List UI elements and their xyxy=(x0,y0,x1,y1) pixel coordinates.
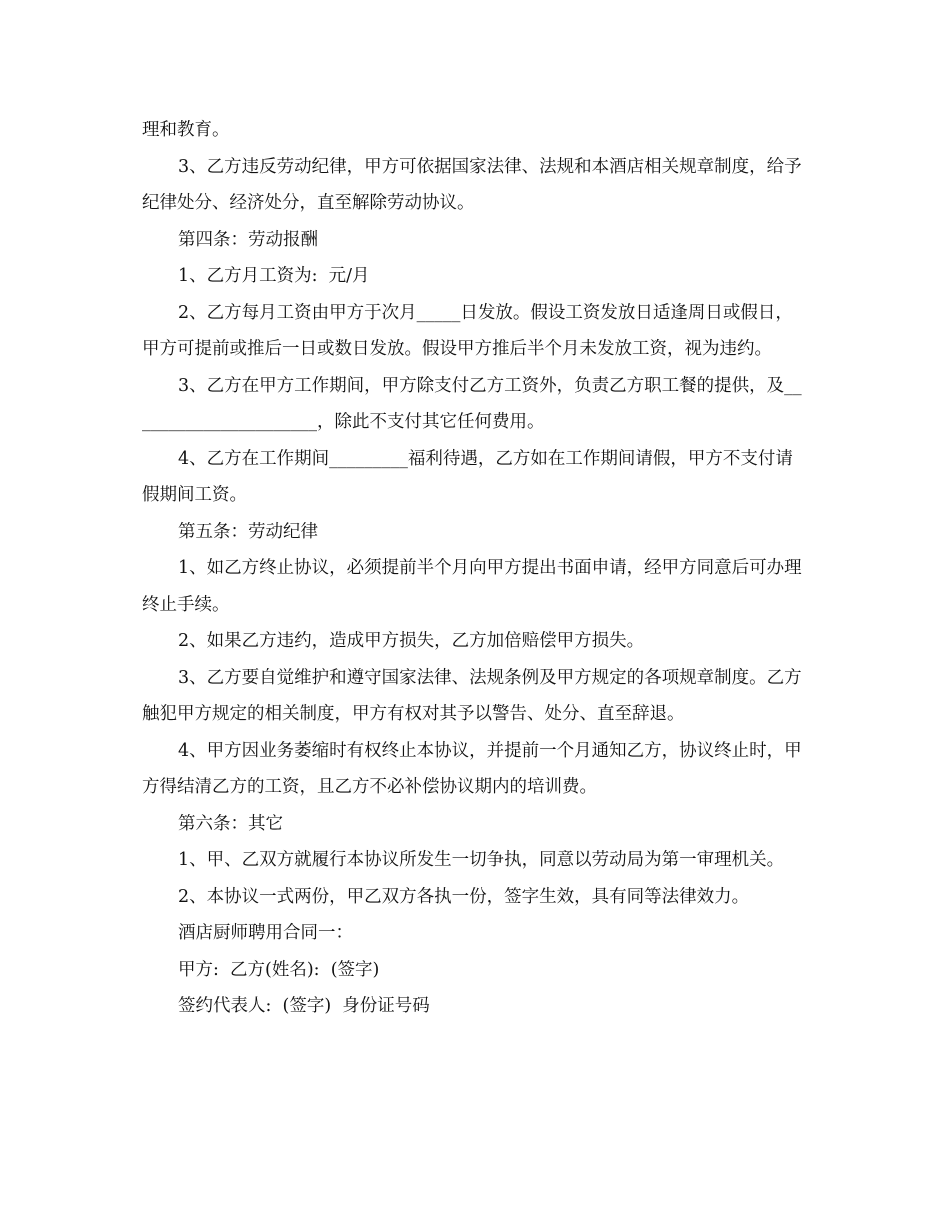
clause-4-benefits: 4、乙方在工作期间_________福利待遇，乙方如在工作期间请假，甲方不支付请假期间工资。 xyxy=(142,448,793,505)
article-4-heading: 第四条：劳动报酬 xyxy=(178,229,318,250)
contract-title-line: 酒店厨师聘用合同一： xyxy=(178,923,353,943)
contract-body xyxy=(142,112,802,1025)
article-5-heading: 第五条：劳动纪律 xyxy=(178,521,318,542)
clause-2-copies-and-effect: 2、本协议一式两份，甲乙双方各执一份，签字生效，具有同等法律效力。 xyxy=(178,886,750,907)
paragraph-continuation: 理和教育。 xyxy=(142,120,230,140)
article-6-heading: 第六条：其它 xyxy=(178,813,283,834)
clause-3-compliance: 3、乙方要自觉维护和遵守国家法律、法规条例及甲方规定的各项规章制度。乙方触犯甲方规定的相关制度，甲方有权对其予以警告、处分、直至辞退。 xyxy=(142,667,802,724)
clause-4-business-downsizing: 4、甲方因业务萎缩时有权终止本协议，并提前一个月通知乙方，协议终止时，甲方得结清乙方的工资，且乙方不必补偿协议期内的培训费。 xyxy=(142,740,802,797)
parties-signature-line: 甲方: 乙方(姓名): (签字) xyxy=(178,959,380,980)
clause-1-termination-notice: 1、如乙方终止协议，必须提前半个月向甲方提出书面申请，经甲方同意后可办理终止手续。 xyxy=(142,558,802,615)
clause-3-meals-and-expenses: 3、乙方在甲方工作期间，甲方除支付乙方工资外，负责乙方职工餐的提供，及______________________，除此不支付其它任何费用。 xyxy=(142,375,802,432)
clause-1-dispute-resolution: 1、甲、乙双方就履行本协议所发生一切争执，同意以劳动局为第一审理机关。 xyxy=(178,850,785,870)
clause-1-monthly-salary: 1、乙方月工资为: 元/月 xyxy=(178,266,370,286)
representative-signature-line: 签约代表人: (签字) 身份证号码 xyxy=(178,996,430,1016)
clause-3-discipline-violation: 3、乙方违反劳动纪律，甲方可依据国家法律、法规和本酒店相关规章制度，给予纪律处分、经济处分，直至解除劳动协议。 xyxy=(142,156,802,213)
clause-2-breach-compensation: 2、如果乙方违约，造成甲方损失，乙方加倍赔偿甲方损失。 xyxy=(178,631,645,651)
clause-2-pay-date: 2、乙方每月工资由甲方于次月_____日发放。假设工资发放日适逢周日或假日，甲方可提前或推后一日或数日发放。假设甲方推后半个月未发放工资，视为违约。 xyxy=(142,302,793,359)
